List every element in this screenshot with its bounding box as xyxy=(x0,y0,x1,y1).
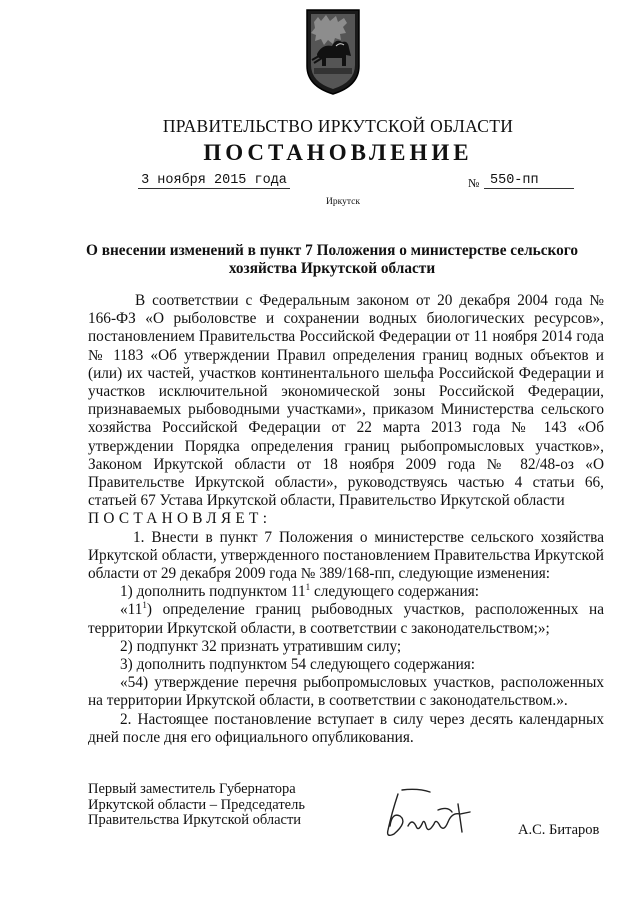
signatory-line-3: Правительства Иркутской области xyxy=(88,812,302,828)
quote-2-paragraph: «54) утверждение перечня рыбопромысловых участков, расположенных на территории Иркутской области, в соответствии с законодательством.». xyxy=(88,674,604,710)
subitem-1-text: 1) дополнить подпунктом 11 xyxy=(120,583,306,601)
government-name: ПРАВИТЕЛЬСТВО ИРКУТСКОЙ ОБЛАСТИ xyxy=(162,116,514,136)
signatory-line-2: Иркутской области – Председатель xyxy=(88,796,305,813)
quote-1-text: ) определение границ рыбоводных участков, расположенных на территории Иркутской области, в соответствии с законодательством;»; xyxy=(88,601,604,637)
preamble-paragraph: В соответствии с Федеральным законом от 20 декабря 2004 года № 166-ФЗ «О рыболовстве и сохранении водных биологических ресурсов», постановлением Правительства Российской Федерации от 11 ноября 2014 года № 1183 «Об утверждении Правил определения границ водных объектов и (или) их частей, участков континентального шельфа Российской Федерации и участков исключительной экономической зоны Российской Федерации, признаваемых рыбоводными участками», приказом Министерства сельского хозяйства Российской Федерации от 22 марта 2013 года № 143 «Об утверждении Порядка определения границ рыбопромысловых участков», Законом Иркутской области от 18 ноября 2009 года № 82/48-оз «О Правительстве Иркутской области», руководствуясь частью 4 статьи 66, статьей 67 Устава Иркутской области, Правительство Иркутской области xyxy=(88,292,604,510)
subitem-1-text-end: следующего содержания: xyxy=(310,583,479,601)
signatory-title xyxy=(88,782,305,829)
handwritten-signature xyxy=(378,782,486,844)
subitem-3-paragraph: 3) дополнить подпунктом 54 следующего содержания: xyxy=(120,656,476,674)
subitem-1-superscript: 1 xyxy=(305,582,311,593)
decree-date: 3 ноября 2015 года xyxy=(138,174,290,189)
decree-subject-heading: О внесении изменений в пункт 7 Положения о министерстве сельского хозяйства Иркутской области xyxy=(85,242,579,277)
quote-1-open: «11 xyxy=(120,601,143,619)
subitem-2-paragraph: 2) подпункт 32 признать утратившим силу; xyxy=(120,637,402,655)
subitem-1-paragraph xyxy=(88,583,604,601)
coat-of-arms-emblem xyxy=(302,8,364,96)
number-sign: № xyxy=(468,176,480,190)
quote-1-paragraph xyxy=(88,601,604,637)
quote-1-superscript: 1 xyxy=(142,600,147,611)
resolves-word: ПОСТАНОВЛЯЕТ: xyxy=(88,510,272,528)
item-1-paragraph: 1. Внести в пункт 7 Положения о министерстве сельского хозяйства Иркутской области, утвержденного постановлением Правительства Иркутской области от 29 декабря 2009 года № 389/168-пп, следующие изменения: xyxy=(88,528,604,583)
item-2-paragraph: 2. Настоящее постановление вступает в силу через десять календарных дней после дня его официального опубликования. xyxy=(88,710,604,746)
signatory-line-1: Первый заместитель Губернатора xyxy=(88,781,296,797)
city-name: Иркутск xyxy=(326,197,360,207)
decree-number: 550-пп xyxy=(484,174,574,189)
document-type-title: ПОСТАНОВЛЕНИЕ xyxy=(203,140,473,165)
decree-body xyxy=(88,292,604,747)
signatory-name: А.С. Битаров xyxy=(518,822,600,838)
